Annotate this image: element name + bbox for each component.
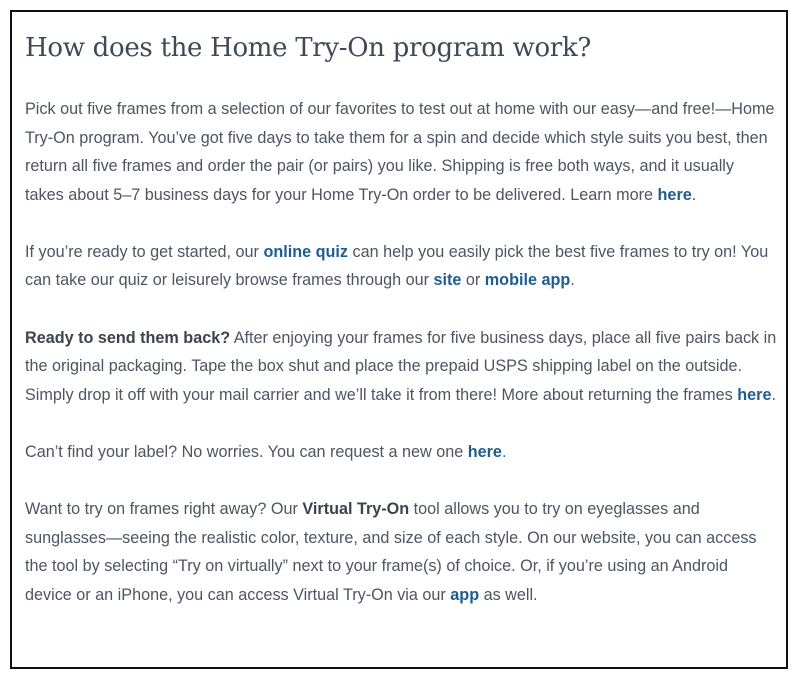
paragraph-get-started: If you’re ready to get started, our online quiz can help you easily pick the best five frames to try on! You can take our quiz or leisurely browse frames through our site or mobile app. (25, 242, 769, 290)
learn-more-link[interactable]: here (657, 185, 692, 204)
paragraph-send-back: Ready to send them back? After enjoying your frames for five business days, place all five pairs back in the original packaging. Tape the box shut and place the prepaid USPS shipping label on the outside. Simply drop it off with your mail carrier and we’ll take it from there! More about returning the frames here. (25, 328, 777, 404)
mobile-app-link[interactable]: mobile app (484, 271, 571, 290)
faq-content (25, 26, 777, 638)
paragraph-label: Can’t find your label? No worries. You can request a new one here. (25, 442, 507, 461)
faq-body (25, 95, 777, 609)
returning-frames-link[interactable]: here (737, 385, 772, 404)
paragraph-virtual-try-on: Want to try on frames right away? Our Virtual Try-On tool allows you to try on eyeglasses and sunglasses—seeing the realistic color, texture, and size of each style. On our website, you can access the tool by selecting “Try on virtually” next to your frame(s) of choice. Or, if you’re using an Android device or an iPhone, you can access Virtual Try-On via our app as well. (25, 499, 757, 604)
page-title: How does the Home Try-On program work? (25, 33, 592, 63)
app-link[interactable]: app (450, 585, 480, 604)
request-label-link[interactable]: here (467, 442, 502, 461)
faq-panel (10, 10, 788, 669)
site-link[interactable]: site (433, 271, 462, 290)
paragraph-overview: Pick out five frames from a selection of our favorites to test out at home with our easy—and free!—Home Try-On program. You’ve got five days to take them for a spin and decide which style suits you best, then return all five frames and order the pair (or pairs) you like. Shipping is free both ways, and it usually takes about 5–7 business days for your Home Try-On order to be delivered. Learn more here. (25, 100, 775, 204)
virtual-try-on-label: Virtual Try-On (302, 499, 410, 518)
send-back-heading: Ready to send them back? (25, 328, 231, 347)
online-quiz-link[interactable]: online quiz (263, 242, 348, 261)
